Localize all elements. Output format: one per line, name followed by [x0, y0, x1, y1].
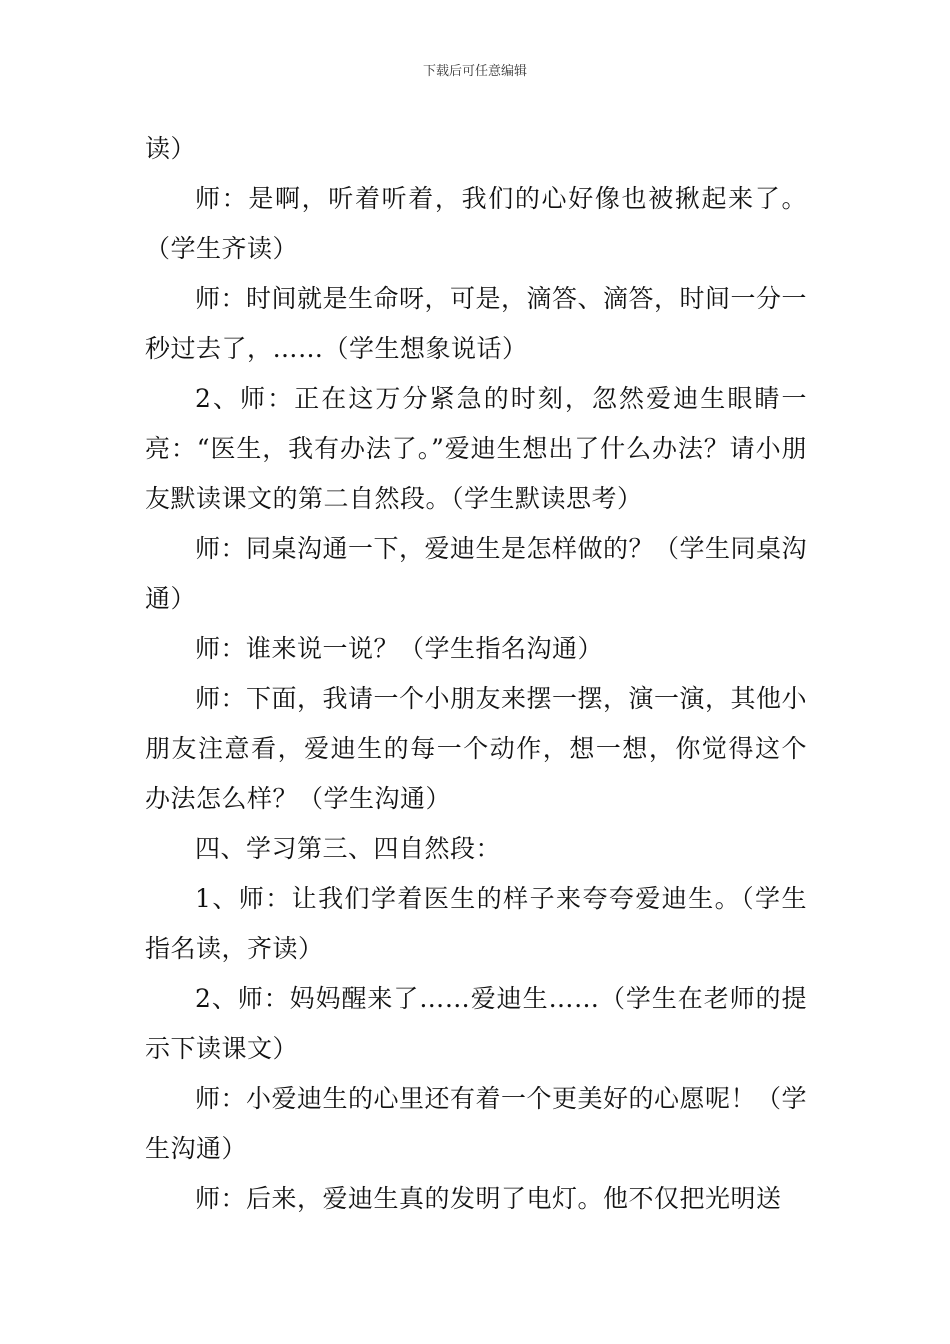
- paragraph: 师：后来，爱迪生真的发明了电灯。他不仅把光明送: [195, 1184, 782, 1213]
- paragraph: 师：时间就是生命呀，可是，滴答、滴答，时间一分一秒过去了，……（学生想象说话）: [145, 284, 808, 363]
- paragraph: 师：同桌沟通一下，爱迪生是怎样做的？（学生同桌沟通）: [145, 534, 808, 613]
- paragraph: 师：小爱迪生的心里还有着一个更美好的心愿呢！（学生沟通）: [145, 1084, 808, 1163]
- paragraph: 师：下面，我请一个小朋友来摆一摆，演一演，其他小朋友注意看，爱迪生的每一个动作，想一想，你觉得这个办法怎么样？（学生沟通）: [145, 684, 808, 813]
- paragraph: 师：谁来说一说？（学生指名沟通）: [195, 634, 604, 663]
- page-header: 下载后可任意编辑: [422, 64, 527, 79]
- paragraph: 2、师：妈妈醒来了……爱迪生……（学生在老师的提示下读课文）: [145, 984, 807, 1063]
- paragraph: 读）: [145, 134, 197, 163]
- paragraph: 2、师：正在这万分紧急的时刻，忽然爱迪生眼睛一亮：“医生，我有办法了。”爱迪生想出了什么办法？请小朋友默读课文的第二自然段。（学生默读思考）: [145, 384, 807, 513]
- paragraph: 师：是啊，听着听着，我们的心好像也被揪起来了。（学生齐读）: [145, 184, 807, 263]
- document-body: [145, 124, 807, 1224]
- section-heading: 四、学习第三、四自然段：: [195, 834, 502, 863]
- paragraph: 1、师：让我们学着医生的样子来夸夸爱迪生。（学生指名读，齐读）: [145, 884, 807, 963]
